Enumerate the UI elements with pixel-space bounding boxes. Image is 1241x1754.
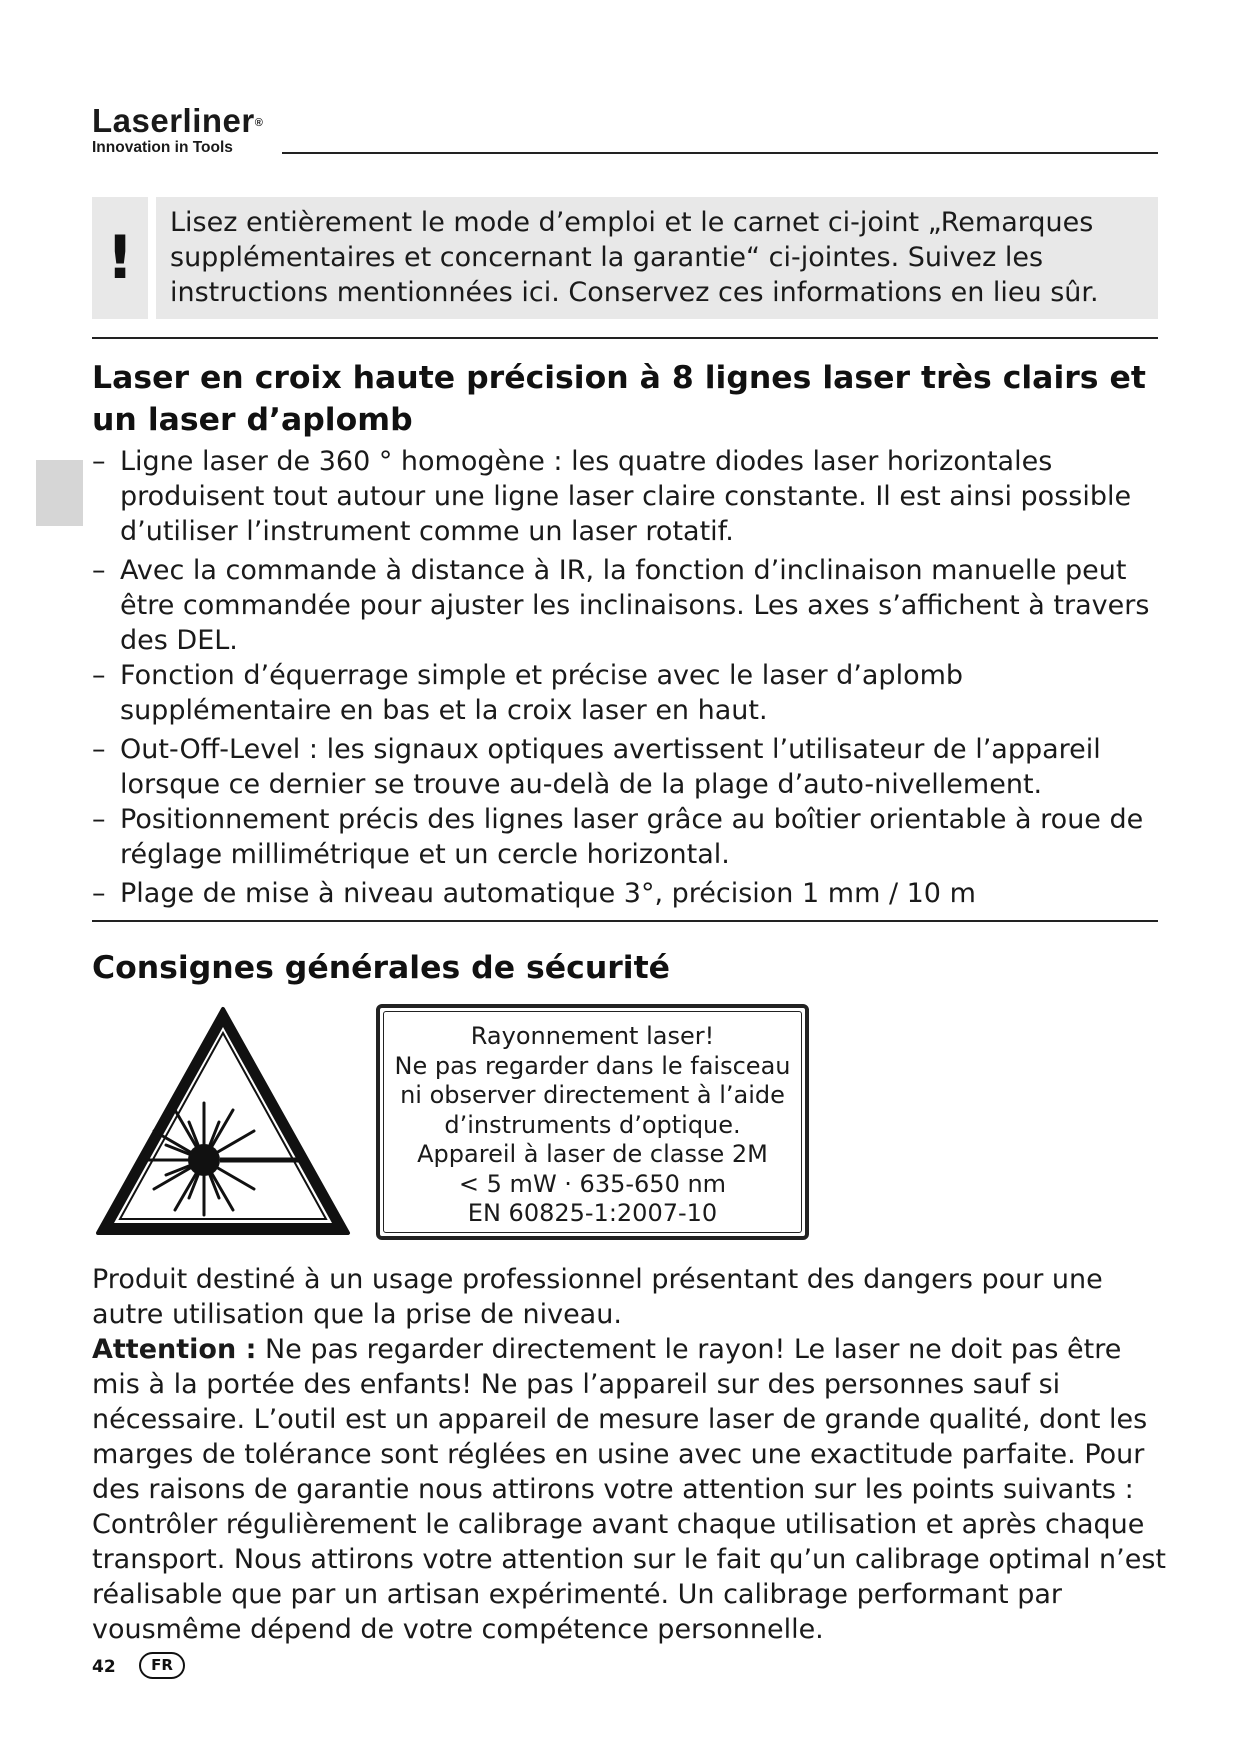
safety-body: [92, 1262, 1172, 1647]
dash-bullet: –: [92, 734, 106, 765]
dash-bullet: –: [92, 878, 106, 909]
note-text: Lisez entièrement le mode d’emploi et le carnet ci-joint „Remarques supplémentaires et concernant la garantie“ ci-jointes. Suivez les instructions mentionnées ici. Conservez ces informations en lieu sûr.: [170, 207, 1099, 308]
dash-bullet: –: [92, 804, 106, 835]
list-item-text: Ligne laser de 360 ° homogène : les quatre diodes laser horizontales produisent tout autour une ligne laser claire constante. Il est ainsi possible d’utiliser l’instrument comme un laser rotatif.: [120, 446, 1132, 547]
section-divider: [92, 920, 1158, 922]
registered-mark: ®: [254, 117, 264, 129]
header-divider: [282, 152, 1158, 154]
safety-intro: Produit destiné à un usage professionnel présentant des dangers pour une autre utilisation que la prise de niveau.: [92, 1264, 1103, 1330]
warning-label-line: ni observer directement à l’aide: [400, 1081, 785, 1109]
list-item-text: Plage de mise à niveau automatique 3°, précision 1 mm / 10 m: [120, 878, 976, 909]
list-item: [92, 802, 1158, 872]
warning-label-line: < 5 mW · 635-650 nm: [458, 1169, 727, 1198]
features-list: [92, 444, 1158, 911]
list-item: [92, 658, 1158, 728]
brand-name: Laserliner: [92, 102, 255, 139]
attention-label: Attention :: [92, 1334, 257, 1365]
warning-label-line: d’instruments d’optique.: [444, 1110, 741, 1139]
language-badge: FR: [139, 1652, 185, 1679]
section-divider: [92, 337, 1158, 339]
brand-tagline: Innovation in Tools: [92, 139, 233, 156]
safety-attention: [92, 1332, 1172, 1647]
laser-warning-label: [376, 1004, 809, 1240]
dash-bullet: –: [92, 555, 106, 586]
dash-bullet: –: [92, 446, 106, 477]
exclamation-icon: !: [106, 223, 134, 293]
laser-warning-icon: [94, 1005, 352, 1239]
side-tab-marker: [36, 460, 83, 526]
list-item-text: Fonction d’équerrage simple et précise avec le laser d’aplomb supplémentaire en bas et la croix laser en haut.: [120, 660, 964, 726]
safety-title: Consignes générales de sécurité: [92, 950, 670, 986]
list-item: [92, 553, 1158, 658]
attention-text: Ne pas regarder directement le rayon! Le laser ne doit pas être mis à la portée des enfants! Ne pas l’appareil sur des personnes sauf si nécessaire. L’outil est un appareil de mesure laser de grande qualité, dont les marges de tolérance sont réglées en usine avec une exactitude parfaite. Pour des raisons de garantie nous attirons votre attention sur les points suivants : Contrôler régulièrement le calibrage avant chaque utilisation et après chaque transport. Nous attirons votre attention sur le fait qu’un calibrage optimal n’est réalisable que par un artisan expérimenté. Un calibrage performant par vousmême dépend de votre compétence personnelle.: [92, 1334, 1167, 1645]
warning-label-line: Rayonnement laser!: [470, 1022, 715, 1050]
warning-label-line: EN 60825-1:2007-10: [467, 1199, 718, 1227]
list-item: [92, 876, 1158, 911]
list-item: [92, 732, 1158, 802]
warning-label-line: Appareil à laser de classe 2M: [417, 1140, 768, 1168]
note-icon-box: [92, 197, 148, 319]
list-item: [92, 444, 1158, 549]
brand-logo: [92, 104, 263, 138]
warning-label-line: Ne pas regarder dans le faisceau: [394, 1051, 791, 1080]
dash-bullet: –: [92, 660, 106, 691]
list-item-text: Positionnement précis des lignes laser grâce au boîtier orientable à roue de réglage millimétrique et un cercle horizontal.: [120, 804, 1144, 870]
list-item-text: Avec la commande à distance à IR, la fonction d’inclinaison manuelle peut être commandée pour ajuster les inclinaisons. Les axes s’affichent à travers des DEL.: [120, 555, 1150, 656]
page-number: 42: [92, 1657, 116, 1677]
list-item-text: Out-Off-Level : les signaux optiques avertissent l’utilisateur de l’appareil lorsque ce dernier se trouve au-delà de la plage d’auto-nivellement.: [120, 734, 1101, 800]
features-title: Laser en croix haute précision à 8 lignes laser très clairs et un laser d’aplomb: [92, 360, 1146, 438]
